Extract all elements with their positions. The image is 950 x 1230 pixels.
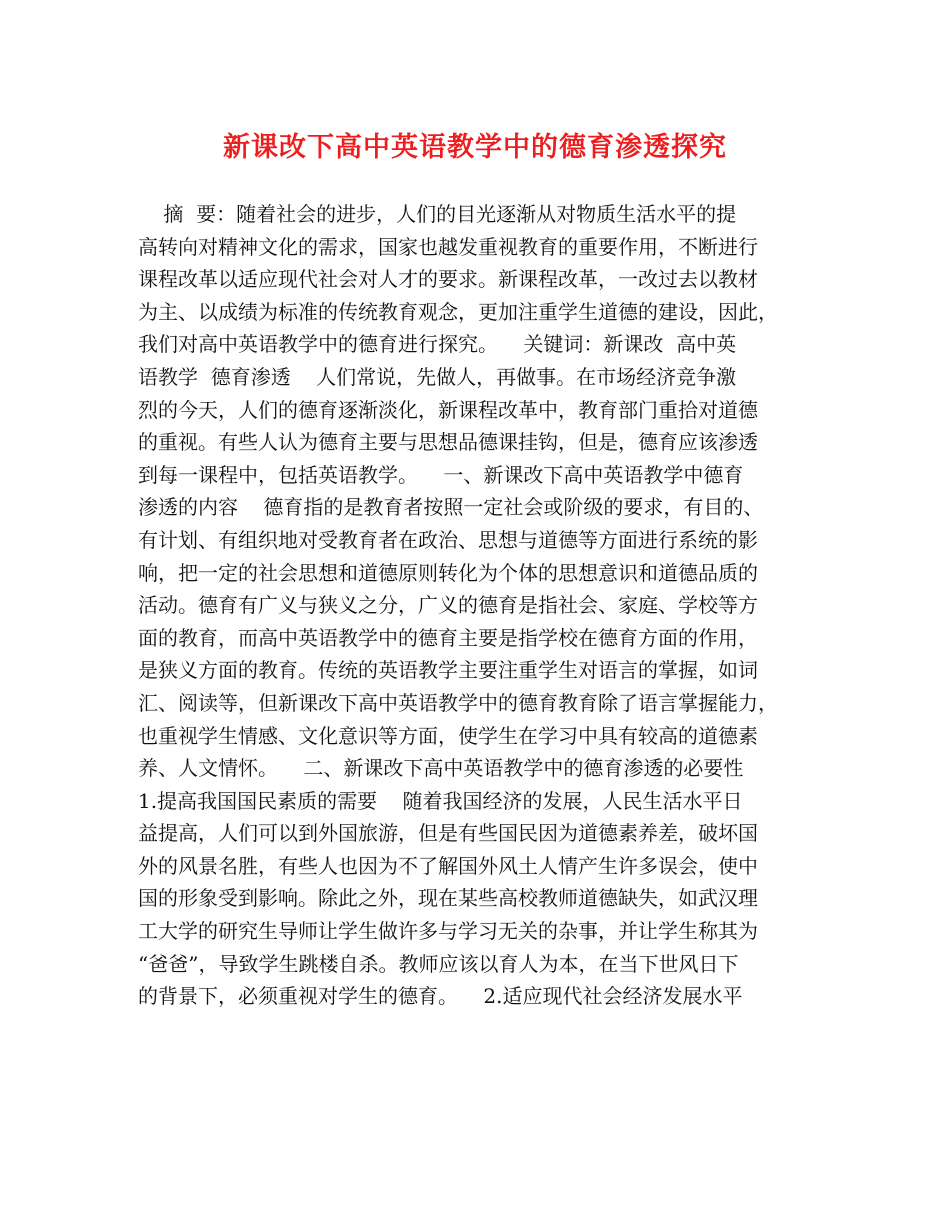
text-line: 的重视。有些人认为德育主要与思想品德课挂钩，但是，德育应该渗透 [138, 430, 758, 455]
text-line: 养、人文情怀。 二、新课改下高中英语教学中的德育渗透的必要性 [138, 756, 744, 781]
text-line: 有计划、有组织地对受教育者在政治、思想与道德等方面进行系统的影 [138, 527, 758, 552]
text-line: 我们对高中英语教学中的德育进行探究。 关键词：新课改 高中英 [138, 332, 737, 357]
text-line: 高转向对精神文化的需求，国家也越发重视教育的重要作用，不断进行 [138, 234, 758, 259]
text-line: 1.提高我国国民素质的需要 随着我国经济的发展，人民生活水平日 [138, 788, 743, 813]
text-line: 面的教育，而高中英语教学中的德育主要是指学校在德育方面的作用， [138, 625, 758, 650]
text-line: 课程改革以适应现代社会对人才的要求。新课程改革，一改过去以教材 [138, 267, 758, 292]
text-line: 响，把一定的社会思想和道德原则转化为个体的思想意识和道德品质的 [138, 560, 758, 585]
document-body [138, 198, 830, 1013]
text-line: 到每一课程中，包括英语教学。 一、新课改下高中英语教学中德育 [138, 462, 744, 487]
document-title: 新课改下高中英语教学中的德育渗透探究 [223, 132, 727, 163]
text-line: 汇、阅读等，但新课改下高中英语教学中的德育教育除了语言掌握能力， [138, 690, 778, 715]
text-line: 为主、以成绩为标准的传统教育观念，更加注重学生道德的建设，因此， [138, 299, 778, 324]
text-line: 工大学的研究生导师让学生做许多与学习无关的杂事，并让学生称其为 [138, 919, 758, 944]
text-line: 益提高，人们可以到外国旅游，但是有些国民因为道德素养差，破坏国 [138, 821, 758, 846]
text-line: “爸爸”，导致学生跳楼自杀。教师应该以育人为本，在当下世风日下 [138, 951, 739, 976]
text-line: 是狭义方面的教育。传统的英语教学主要注重学生对语言的掌握，如词 [138, 658, 758, 683]
text-line: 外的风景名胜，有些人也因为不了解国外风土人情产生许多误会，使中 [138, 853, 758, 878]
text-line: 国的形象受到影响。除此之外，现在某些高校教师道德缺失，如武汉理 [138, 886, 758, 911]
text-line: 语教学 德育渗透 人们常说，先做人，再做事。在市场经济竞争激 [138, 364, 737, 389]
text-line: 摘 要：随着社会的进步，人们的目光逐渐从对物质生活水平的提 [138, 202, 737, 226]
text-line: 也重视学生情感、文化意识等方面，使学生在学习中具有较高的道德素 [138, 723, 758, 748]
text-line: 烈的今天，人们的德育逐渐淡化，新课程改革中，教育部门重拾对道德 [138, 397, 758, 422]
text-line: 活动。德育有广义与狭义之分，广义的德育是指社会、家庭、学校等方 [138, 593, 758, 618]
text-line: 的背景下，必须重视对学生的德育。 2.适应现代社会经济发展水平 [138, 984, 743, 1009]
text-line: 渗透的内容 德育指的是教育者按照一定社会或阶级的要求，有目的、 [138, 495, 764, 520]
